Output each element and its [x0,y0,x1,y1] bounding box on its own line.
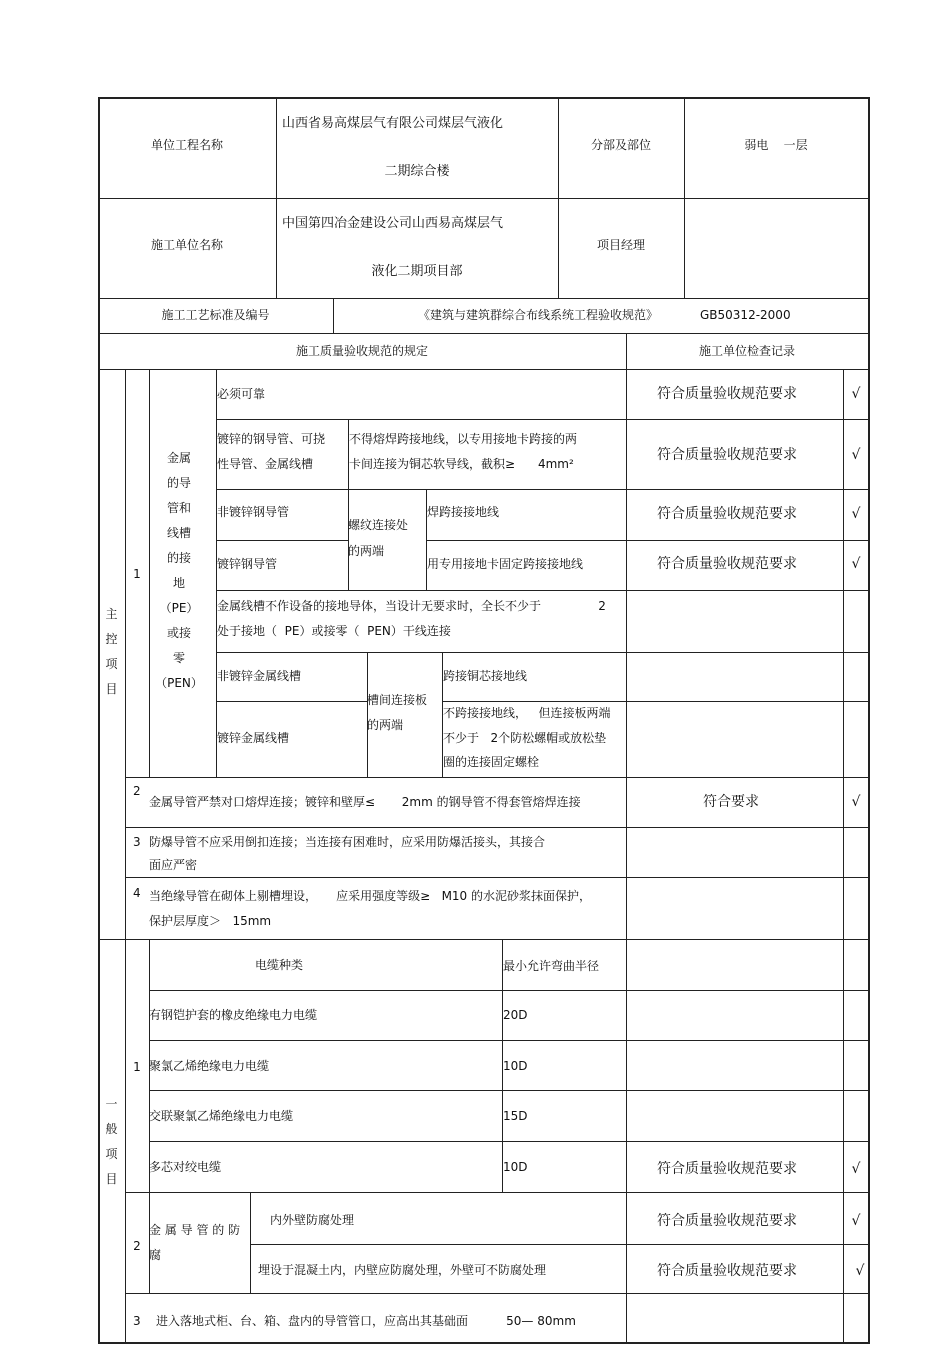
spec-header: 施工质量验收规范的规定 [295,344,428,358]
main-r1-check: √ [851,386,861,402]
main-item-2-number: 2 [133,784,141,798]
general-item-2-sub1-check: √ [851,1213,861,1229]
main-r2-left-line2: 性导管、金属线槽 [217,457,314,471]
standard-code: GB50312-2000 [700,308,791,322]
contractor-name-line1: 中国第四冶金建设公司山西易高煤层气 [282,216,504,231]
cable-radius-2: 15D [503,1109,528,1123]
general-item-3-text: 进入落地式柜、台、箱、盘内的导管管口，应高出其基础面 50— 80mm [156,1314,576,1328]
main-r4-right: 用专用接地卡固定跨接接地线 [427,557,584,571]
main-item-2-text: 金属导管严禁对口熔焊连接；镀锌和壁厚≤ 2mm 的钢导管不得套管熔焊连接 [149,795,581,809]
record-header: 施工单位检查记录 [698,344,795,358]
main-r34-mid-line1: 螺纹连接处 [348,518,409,532]
main-r2-left-line1: 镀锌的钢导管、可挠 [217,432,326,446]
main-section-char: 控 [105,632,118,646]
main-r1-record: 符合质量验收规范要求 [657,386,797,402]
item1-title-line: 零 [172,651,185,665]
main-r7-left: 镀锌金属线槽 [217,731,290,745]
general-item-2-number: 2 [133,1239,141,1253]
general-item-2-title-line2: 腐 [149,1248,162,1262]
main-r2-right-line2: 卡间连接为铜芯软导线，截积≥ 4mm² [349,457,574,471]
general-cable-3-check: √ [851,1161,861,1177]
general-section-char: 般 [105,1122,118,1136]
standard-name: 《建筑与建筑群综合布线系统工程验收规范》 [418,308,659,322]
item1-title-line: 或接 [166,626,191,640]
general-section-char: 目 [105,1172,118,1186]
general-item-2-title-line1: 金 属 导 管 的 防 [149,1223,241,1237]
standard-label: 施工工艺标准及编号 [161,308,270,322]
min-radius-header: 最小允许弯曲半径 [503,959,600,973]
general-item-2-sub1-record: 符合质量验收规范要求 [657,1213,797,1229]
main-item-2-check: √ [851,794,861,810]
main-r34-mid-line2: 的两端 [348,544,385,558]
division-value: 弱电 一层 [744,138,808,152]
main-r1-text: 必须可靠 [217,387,266,401]
item1-title-line: （PE） [159,601,199,615]
main-r5-line2: 处于接地（ PE）或接零（ PEN）干线连接 [217,624,451,638]
cable-radius-1: 10D [503,1059,528,1073]
main-item-4-line1: 当绝缘导管在砌体上剔槽埋设， 应采用强度等级≥ M10 的水泥砂浆抹面保护， [149,889,592,903]
unit-project-label: 单位工程名称 [150,138,223,152]
item1-title-line: 线槽 [166,526,191,540]
main-r3-left: 非镀锌钢导管 [217,505,290,519]
item1-title-line: 的接 [166,551,191,565]
general-section-label [98,1092,125,1192]
main-r67-mid-line2: 的两端 [367,718,404,732]
main-r5-line1: 金属线槽不作设备的接地导体，当设计无要求时，全长不少于 2 [217,599,606,613]
general-section-char: 项 [105,1147,118,1161]
general-item-2-sub1: 内外壁防腐处理 [270,1213,355,1227]
item1-title-line: 金属 [166,451,191,465]
main-item-4-line2: 保护层厚度＞ 15mm [149,914,272,928]
main-section-label [98,602,125,702]
main-r3-right: 焊跨接接地线 [427,505,500,519]
main-r2-check: √ [851,447,861,463]
main-section-char: 目 [105,682,118,696]
main-r7-right-line1: 不跨接接地线， 但连接板两端 [443,706,611,720]
main-r4-record: 符合质量验收规范要求 [657,556,797,572]
main-item-1-title [149,446,216,696]
main-item-2-record: 符合要求 [703,794,759,810]
main-section-char: 项 [105,657,118,671]
contractor-label: 施工单位名称 [150,238,223,252]
cable-radius-0: 20D [503,1008,528,1022]
cable-name-0: 有钢铠护套的橡皮绝缘电力电缆 [149,1008,318,1022]
project-manager-label: 项目经理 [596,238,645,252]
item1-title-line: （PEN） [155,676,203,690]
cable-name-1: 聚氯乙烯绝缘电力电缆 [149,1059,270,1073]
general-item-3-number: 3 [133,1314,141,1328]
main-item-3-line2: 面应严密 [149,858,198,872]
cable-radius-3: 10D [503,1160,528,1174]
main-r67-mid-line1: 槽间连接板 [367,693,428,707]
main-item-1-number: 1 [133,567,141,581]
general-item-2-sub2-record: 符合质量验收规范要求 [657,1263,797,1279]
main-item-4-number: 4 [133,886,141,900]
main-r2-record: 符合质量验收规范要求 [657,447,797,463]
general-cable-3-record: 符合质量验收规范要求 [657,1161,797,1177]
unit-project-name-line1: 山西省易高煤层气有限公司煤层气液化 [282,116,504,131]
main-r2-right-line1: 不得熔焊跨接地线，以专用接地卡跨接的两 [349,432,578,446]
main-r6-left: 非镀锌金属线槽 [217,669,302,683]
general-item-2-sub2-check: √ [855,1263,865,1279]
item1-title-line: 管和 [166,501,191,515]
general-item-1-number: 1 [133,1060,141,1074]
main-r7-right-line3: 圈的连接固定螺栓 [443,755,540,769]
item1-title-line: 的导 [166,476,191,490]
general-item-2-sub2: 埋设于混凝土内，内壁应防腐处理，外壁可不防腐处理 [258,1263,547,1277]
contractor-name-line2: 液化二期项目部 [371,264,463,279]
division-label: 分部及部位 [590,138,651,152]
general-section-char: 一 [105,1097,118,1111]
cable-name-2: 交联聚氯乙烯绝缘电力电缆 [149,1109,294,1123]
main-item-3-number: 3 [133,835,141,849]
main-r4-check: √ [851,556,861,572]
cable-type-header: 电缆种类 [254,958,303,972]
main-r7-right-line2: 不少于 2个防松螺帽或放松垫 [443,731,607,745]
item1-title-line: 地 [172,576,185,590]
main-r3-check: √ [851,506,861,522]
main-r3-record: 符合质量验收规范要求 [657,506,797,522]
cable-name-3: 多芯对绞电缆 [149,1160,222,1174]
main-section-char: 主 [105,607,118,621]
unit-project-name-line2: 二期综合楼 [384,164,450,179]
main-r4-left: 镀锌钢导管 [217,557,278,571]
main-r6-right: 跨接铜芯接地线 [443,669,528,683]
main-item-3-line1: 防爆导管不应采用倒扣连接；当连接有困难时，应采用防爆活接头，其接合 [149,835,546,849]
